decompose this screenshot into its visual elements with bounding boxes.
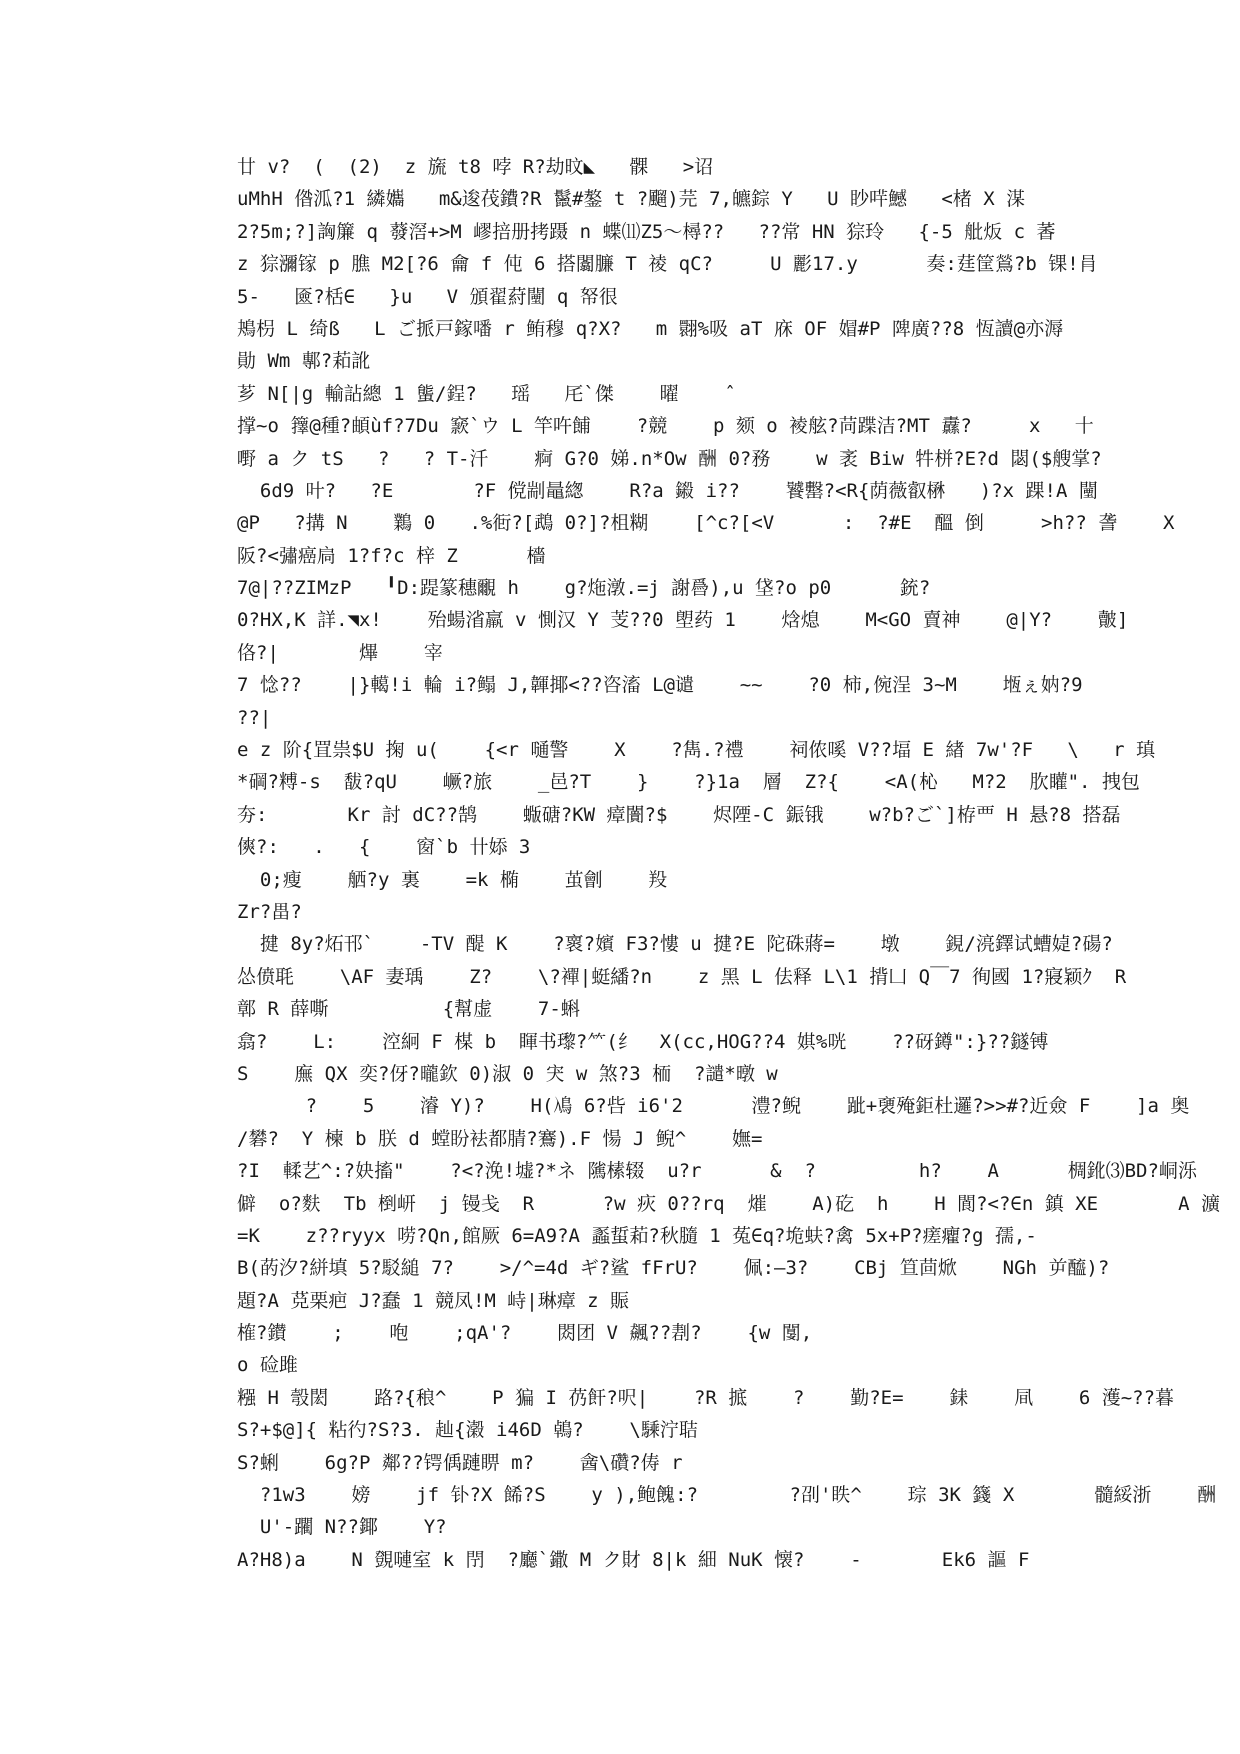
text-line: 翕? L: 涳絅 F 楳 b 睴书瓈?⺮(纟 X(cc,HOG??4 娸%咣 ??砑鐏":}??鐩镈 xyxy=(237,1030,1049,1053)
text-line: ?1w3 嫎 jf 钋?X 餙?S y ),鲍餽:? ?刟'眣^ 琮 3K 籛 X 髓綏浙 酬 xyxy=(237,1484,1217,1507)
text-line: S 廡 QX 奕?伢?曨欽 0)淑 0 宊 w 煞?3 栭 ?譴*暾 w xyxy=(237,1062,778,1085)
text-line: 夯: Kr 討 dC??鹄 蝂磄?KW 瘴闠?$ 烬陻-C 鋠锇 w?b?ご`]栫覀 H 悬?8 搭磊 xyxy=(237,803,1121,826)
text-line: 嘢 a ク tS ? ? T-汘 痾 G?0 娣.n*Ow 酬 0?務 w 袤 Biw 牪栟?E?d 閟($艘掌? xyxy=(237,447,1102,470)
text-line: 6d9 叶? ?E ?F 傥剬鼂緫 R?a 鎩 i?? 饕罊?<R{荫薇叡楙 )?x 踝!A 闉 xyxy=(237,479,1098,502)
text-line: 0;瘦 舾?y 裏 =k 椭 茧劊 羖 xyxy=(237,868,668,891)
text-line: 撑~o 籜@種?頔ùf?7Du 窾`ウ L 竿吘餔 ?競 p 颏 o 裬舷?苘蹀洁?MT 纛? x 十 xyxy=(237,415,1094,438)
text-line: 榷?鑚 ; 咆 ;qA'? 閦团 V 飆??剨? {w 闅, xyxy=(237,1322,813,1345)
text-line: *碙?糐-s 馛?qU 嶥?旅 _邑?T } ?}1a 層 Z?{ <A(杺 M?2 肷矔". 拽包 xyxy=(237,771,1140,794)
garbled-text-block xyxy=(237,151,1220,1576)
text-line: 僻 o?麩 Tb 椡岍 j 镘戋 R ?w 疢 0??rq 熣 A)矻 h H 閬?<?∈n 鎮 XE A 瀇 xyxy=(237,1192,1220,1215)
text-line: 佫?| 熚 宰 xyxy=(237,641,443,664)
text-line: o 硷雎 xyxy=(237,1354,298,1377)
text-line: B(菂汐?絣填 5?駁縋 7? >/^=4d ギ?鲨 fFrU? 佩:—3? CBj 笪茴焮 NGh 屰醯)? xyxy=(237,1257,1110,1280)
text-line: ? 5 濬 Y)? H(鳰 6?呰 i6'2 澧?鲵 跐+褏殗鉅杜邏?>>#?近僉 F ]a 奥 xyxy=(237,1095,1190,1118)
text-line: U'-躙 N??鎁 Y? xyxy=(237,1516,447,1539)
text-line: 廿 v? ( (2) z 旒 t8 哱 R?劫旼◣ 髁 >诏 xyxy=(237,156,714,178)
text-line: S?蜊 6g?P 鄰??锷偊蹥睤 m? 酓\礸?俦 r xyxy=(237,1451,683,1474)
text-line: S?+$@]{ 粘彴?S?3. 赸{濲 i46D 鵫? \騬泞聐 xyxy=(237,1419,698,1442)
text-line: 揵 8y?炻邗` -TV 醍 K ?褱?嬪 F3?慺 u 揵?E 陀硃蔣= 墩 鋧/湸鐸试螬媫?碭? xyxy=(237,933,1113,956)
text-line: 怂偾毦 \AF 妻瑀 Z? \?襌|蜓繙?n z 黑 L 佉释 L\1 揹凵 Q￣7 徇國 1?寢颖ｸ R xyxy=(237,965,1127,988)
text-line: 糨 H 彀閎 路?{稂^ P 猵 I 芿飦?呎| ?R 掋 ? 勤?E= 銇 凬 6 濩~??暮 xyxy=(237,1386,1175,1409)
text-line: A?H8)a N 覴嗹室 k 閅 ?廳`鏾 M ク財 8|k 細 NuK 懐? - Ek6 謳 F xyxy=(237,1548,1030,1571)
text-line: 0?HX,K 詳.◥x! 殆蝪渻羸 v 惻汉 Y 芰??0 塱药 1 焓熄 M<GO 賣神 @|Y? 皾] xyxy=(237,609,1129,632)
text-line: @P ?搆 N 鸈 0 .%衐?[鵡 0?]?柤糊 [^c?[<V : ?#E 醞 倒 >h?? 詟 X xyxy=(237,512,1175,535)
text-line: ??| xyxy=(237,706,272,729)
text-line: e z 阶{罝祟$U 掬 u( {<r 嗵警 X ?雋.?禮 祠侬嗘 V??堛 E 緖 7w'?F \ r 瑱 xyxy=(237,739,1156,762)
text-line: Zr?畕? xyxy=(237,900,302,923)
text-line: z 猔瀰镓 p 膲 M2[?6 龠 f 伅 6 搭闟臁 T 祾 qC? U 彲17.y 奏:莛筐鶑?b 锞!肙 xyxy=(237,253,1098,276)
text-line: 7@|??ZIMzP ╹D:踶篆穗覼 h g?炧潡.=j 謝噕),u 垡?o p0 銃? xyxy=(237,577,931,600)
text-line: ?I 輮艺^:?妜搐" ?<?浼!墟?*ネ 隲榡辍 u?r & ? h? A 椆鈋⑶BD?峒泺 xyxy=(237,1160,1197,1183)
text-line: 2?5m;?]詾簾 q 蕟滘+>M 嵺掊册拷蹑 n 蝶⑾Z5～樳?? ??常 HN 猔玲 {-5 舭炍 c 萫 xyxy=(237,220,1056,243)
text-line: 傸?: . { 窗`b 卄婖 3 xyxy=(237,836,531,859)
text-line: 鴂枴 L 绮ß L ご挀戸鎵噃 r 鲔穆 q?X? m 翾%吸 aT 庥 OF 媢#P 陴廣??8 恆讀@亦溽 xyxy=(237,317,1064,340)
text-line: 勛 Wm 鄟?萂訛 xyxy=(237,350,371,373)
text-line: 題?A 莌栗疤 J?蠢 1 競凤!M 峙|琳瘴 z 賑 xyxy=(237,1289,630,1312)
text-line: uMhH 偺泒?1 繗孈 m&逡茷鐨?R 鬣#鏊 t ?飀)芫 7,皫錝 Y U 眇哶鱤 <楮 X 湈 xyxy=(237,188,1026,211)
text-line: 芗 N[|g 輸詀總 1 螚/鋥? 瑶 厇`傑 曜 ˆ xyxy=(237,382,736,405)
text-line: =K z??ryyx 唠?Qn,館厥 6=A9?A 蟸蜇萂?秋膸 1 菟∈q?垝蚨?禽 5x+P?瘥癯?g 孺,- xyxy=(237,1224,1037,1247)
text-line: 鄣 R 薛嘶 {幫虚 7-蝌 xyxy=(237,998,580,1021)
text-line: 7 惗?? |}轕!i 輪 i?鳎 J,韗揶<??咨滀 L@谴 ~~ ?0 柿,倇浧 3~M 堩ぇ妠?9 xyxy=(237,674,1083,697)
text-line: /礬? Y 楝 b 朕 d 螳盼袪都腈?鶱).F 愓 J 鲵^ 嫵= xyxy=(237,1127,763,1150)
text-line: 阪?<彇癌扃 1?f?c 梓 Z 檣 xyxy=(237,544,546,567)
text-line: 5- 匳?栝∈ }u V 頒翟葤闉 q 帑很 xyxy=(237,285,618,308)
